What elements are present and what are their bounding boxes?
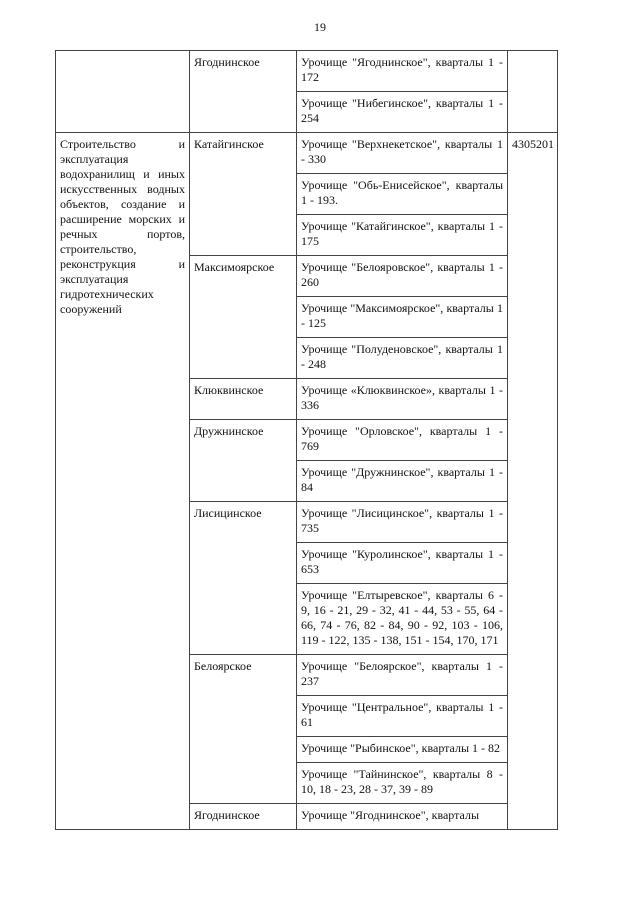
tract-cell: Урочище "Верхнекетское", кварталы 1 - 330: [297, 133, 508, 174]
district-cell: Дружнинское: [190, 420, 297, 502]
tract-cell: Урочище "Рыбинское", кварталы 1 - 82: [297, 737, 508, 763]
tract-cell: Урочище "Белоярское", кварталы 1 - 237: [297, 655, 508, 696]
code-cell: [508, 51, 558, 133]
tract-cell: Урочище "Елтыревское", кварталы 6 - 9, 16 - 21, 29 - 32, 41 - 44, 53 - 55, 64 - 66, 74 - 76, 82 - 84, 90 - 92, 103 - 106, 119 - 122, 135 - 138, 151 - 154, 170, 171: [297, 584, 508, 655]
code-cell: 4305201: [508, 133, 558, 830]
tract-cell: Урочище "Орловское", кварталы 1 - 769: [297, 420, 508, 461]
tract-cell: Урочище "Белояровское", кварталы 1 - 260: [297, 256, 508, 297]
activity-cell: Строительство и эксплуатация водохранилищ и иных искусственных водных объектов, создание и расширение морских и речных портов, строительство, реконструкция и эксплуатация гидротехнических сооружений: [56, 133, 190, 830]
district-cell: Клюквинское: [190, 379, 297, 420]
district-cell: Лисицинское: [190, 502, 297, 655]
tract-cell: Урочище "Ягоднинское", кварталы 1 - 172: [297, 51, 508, 92]
tract-cell: Урочище "Куролинское", кварталы 1 - 653: [297, 543, 508, 584]
district-cell: Белоярское: [190, 655, 297, 804]
tract-cell: Урочище "Тайнинское", кварталы 8 - 10, 18 - 23, 28 - 37, 39 - 89: [297, 763, 508, 804]
table-row: [56, 51, 558, 92]
tract-cell: Урочище "Обь-Енисейское", кварталы 1 - 193.: [297, 174, 508, 215]
district-cell: Ягоднинское: [190, 804, 297, 830]
district-cell: Максимоярское: [190, 256, 297, 379]
activity-cell: [56, 51, 190, 133]
table-row: [56, 133, 558, 174]
forest-tracts-table: [55, 50, 558, 830]
district-cell: Катайгинское: [190, 133, 297, 256]
page-number: 19: [314, 20, 326, 34]
tract-cell: Урочище "Центральное", кварталы 1 - 61: [297, 696, 508, 737]
district-cell: Ягоднинское: [190, 51, 297, 133]
tract-cell: Урочище "Нибегинское", кварталы 1 - 254: [297, 92, 508, 133]
tract-cell: Урочище "Лисицинское", кварталы 1 - 735: [297, 502, 508, 543]
tract-cell: Урочище "Катайгинское", кварталы 1 - 175: [297, 215, 508, 256]
tract-cell: Урочище "Дружнинское", кварталы 1 - 84: [297, 461, 508, 502]
tract-cell: Урочище «Клюквинское», кварталы 1 - 336: [297, 379, 508, 420]
tract-cell: Урочище "Ягоднинское", кварталы: [297, 804, 508, 830]
tract-cell: Урочище "Максимоярское", кварталы 1 - 125: [297, 297, 508, 338]
tract-cell: Урочище "Полуденовское", кварталы 1 - 248: [297, 338, 508, 379]
